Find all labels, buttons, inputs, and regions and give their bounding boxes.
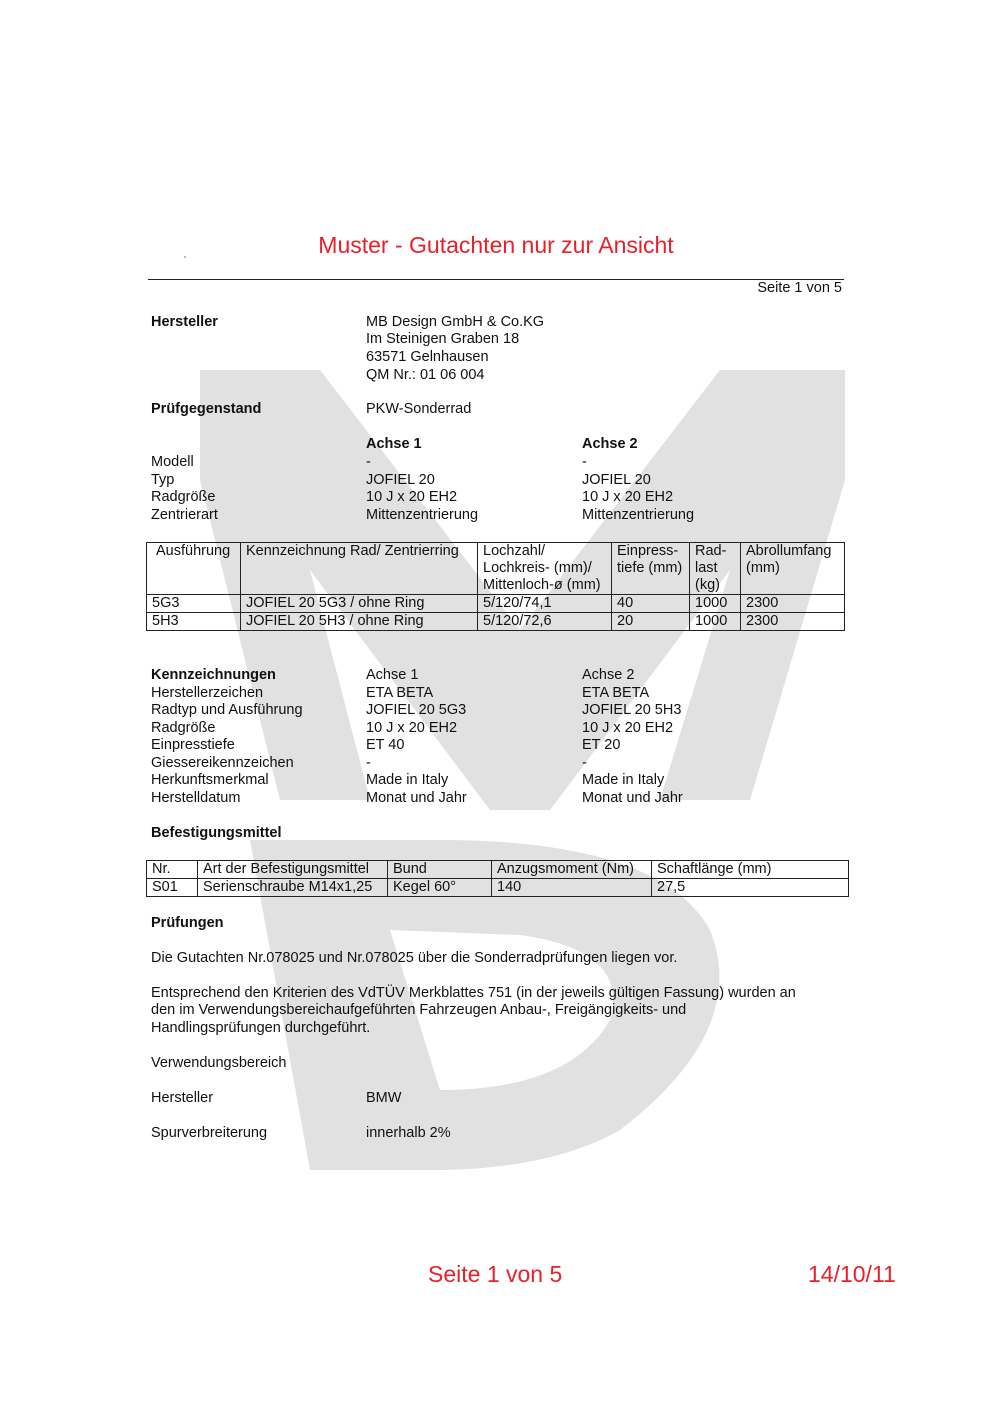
table-header-cell: Rad- last (kg)	[690, 543, 741, 595]
table-header-cell: Schaftlänge (mm)	[652, 861, 849, 879]
pruefgegenstand-label: Prüfgegenstand	[151, 401, 262, 417]
footer-page-number: Seite 1 von 5	[428, 1261, 563, 1287]
kennz-row-label: Radgröße	[151, 720, 216, 736]
kennz-row-label: Radtyp und Ausführung	[151, 702, 303, 718]
table-cell: 140	[492, 879, 652, 897]
kennz-row-a2: JOFIEL 20 5H3	[582, 702, 682, 718]
kennz-row-a1: -	[366, 755, 371, 771]
table-header-cell: Abrollumfang (mm)	[741, 543, 845, 595]
kennz-row-a1: Monat und Jahr	[366, 790, 467, 806]
axis-row-label: Radgröße	[151, 489, 216, 505]
watermark-title: Muster - Gutachten nur zur Ansicht	[318, 232, 674, 258]
kennz-row-a2: ETA BETA	[582, 685, 650, 701]
kennz-row-label: Einpresstiefe	[151, 737, 235, 753]
pruefungen-title: Prüfungen	[151, 915, 224, 931]
kennz-row-a2: 10 J x 20 EH2	[582, 720, 674, 736]
table-header-cell: Nr.	[147, 861, 198, 879]
hersteller-line: Im Steinigen Graben 18	[366, 331, 520, 347]
pruefgegenstand-value: PKW-Sonderrad	[366, 401, 472, 417]
kennz-row-a1: JOFIEL 20 5G3	[366, 702, 467, 718]
table-cell: 2300	[741, 613, 845, 631]
table-cell: 5G3	[147, 595, 241, 613]
axis-row-label: Zentrierart	[151, 507, 218, 523]
table-cell: 1000	[690, 595, 741, 613]
wheel-table	[146, 542, 845, 631]
table-cell: 40	[612, 595, 690, 613]
kennzeichnungen-title: Kennzeichnungen	[151, 667, 276, 683]
header-divider	[148, 279, 844, 280]
axle1-header: Achse 1	[366, 436, 422, 452]
kennz-row-a2: Made in Italy	[582, 772, 665, 788]
table-header-cell: Art der Befestigungsmittel	[198, 861, 388, 879]
table-cell: 27,5	[652, 879, 849, 897]
kennz-row-a1: ET 40	[366, 737, 405, 753]
hersteller-line: QM Nr.: 01 06 004	[366, 367, 485, 383]
kennz-row-a1: Made in Italy	[366, 772, 449, 788]
pruefungen-paragraph-2-line: den im Verwendungsbereichaufgeführten Fahrzeugen Anbau-, Freigängigkeits- und	[151, 1002, 687, 1018]
table-cell: JOFIEL 20 5G3 / ohne Ring	[241, 595, 478, 613]
axis-row-a2: -	[582, 454, 587, 470]
table-row	[147, 595, 845, 613]
usage-hersteller-label: Hersteller	[151, 1090, 214, 1106]
spurverbreiterung-value: innerhalb 2%	[366, 1125, 451, 1141]
spurverbreiterung-label: Spurverbreiterung	[151, 1125, 268, 1141]
table-cell: S01	[147, 879, 198, 897]
axis-row-a1: JOFIEL 20	[366, 472, 435, 488]
axis-row-a2: Mittenzentrierung	[582, 507, 695, 523]
table-header-row	[147, 861, 849, 879]
table-cell: 20	[612, 613, 690, 631]
pruefungen-paragraph-1: Die Gutachten Nr.078025 und Nr.078025 über die Sonderradprüfungen liegen vor.	[151, 950, 678, 966]
kennz-row-a2: -	[582, 755, 587, 771]
verwendungsbereich-label: Verwendungsbereich	[151, 1055, 287, 1071]
table-cell: 2300	[741, 595, 845, 613]
kennz-axle1-header: Achse 1	[366, 667, 419, 683]
axis-row-label: Modell	[151, 454, 194, 470]
table-header-cell: Anzugsmoment (Nm)	[492, 861, 652, 879]
table-cell: JOFIEL 20 5H3 / ohne Ring	[241, 613, 478, 631]
kennz-axle2-header: Achse 2	[582, 667, 635, 683]
pruefungen-paragraph-2-line: Entsprechend den Kriterien des VdTÜV Merkblattes 751 (in der jeweils gültigen Fassung) wurden an	[151, 985, 796, 1001]
hersteller-line: MB Design GmbH & Co.KG	[366, 314, 545, 330]
table-cell: Serienschraube M14x1,25	[198, 879, 388, 897]
kennz-row-label: Herstelldatum	[151, 790, 241, 806]
kennz-row-label: Giessereikennzeichen	[151, 755, 294, 771]
table-cell: 5/120/74,1	[478, 595, 612, 613]
hersteller-line: 63571 Gelnhausen	[366, 349, 489, 365]
axis-row-a2: 10 J x 20 EH2	[582, 489, 674, 505]
pruefungen-paragraph-2-line: Handlingsprüfungen durchgeführt.	[151, 1020, 371, 1036]
axle2-header: Achse 2	[582, 436, 638, 452]
axis-row-a1: Mittenzentrierung	[366, 507, 479, 523]
usage-hersteller-value: BMW	[366, 1090, 402, 1106]
table-header-row	[147, 543, 845, 595]
hersteller-label: Hersteller	[151, 314, 218, 330]
axis-row-a1: 10 J x 20 EH2	[366, 489, 458, 505]
table-header-cell: Ausführung	[147, 543, 241, 595]
axis-row-a1: -	[366, 454, 371, 470]
table-cell: 5/120/72,6	[478, 613, 612, 631]
table-header-cell: Lochzahl/ Lochkreis- (mm)/ Mittenloch-ø (mm)	[478, 543, 612, 595]
table-header-cell: Kennzeichnung Rad/ Zentrierring	[241, 543, 478, 595]
kennz-row-label: Herkunftsmerkmal	[151, 772, 269, 788]
axis-row-label: Typ	[151, 472, 175, 488]
decorative-dot	[184, 256, 186, 258]
table-header-cell: Einpress- tiefe (mm)	[612, 543, 690, 595]
befestigung-title: Befestigungsmittel	[151, 825, 282, 841]
kennz-row-a1: 10 J x 20 EH2	[366, 720, 458, 736]
footer-date: 14/10/11	[808, 1261, 896, 1287]
table-row	[147, 613, 845, 631]
kennz-row-a2: ET 20	[582, 737, 621, 753]
kennz-row-a1: ETA BETA	[366, 685, 434, 701]
page-number-top: Seite 1 von 5	[757, 280, 842, 296]
table-cell: 5H3	[147, 613, 241, 631]
axis-row-a2: JOFIEL 20	[582, 472, 651, 488]
kennz-row-label: Herstellerzeichen	[151, 685, 264, 701]
kennz-row-a2: Monat und Jahr	[582, 790, 683, 806]
table-header-cell: Bund	[388, 861, 492, 879]
fastener-table	[146, 860, 849, 897]
table-row	[147, 879, 849, 897]
table-cell: 1000	[690, 613, 741, 631]
table-cell: Kegel 60°	[388, 879, 492, 897]
